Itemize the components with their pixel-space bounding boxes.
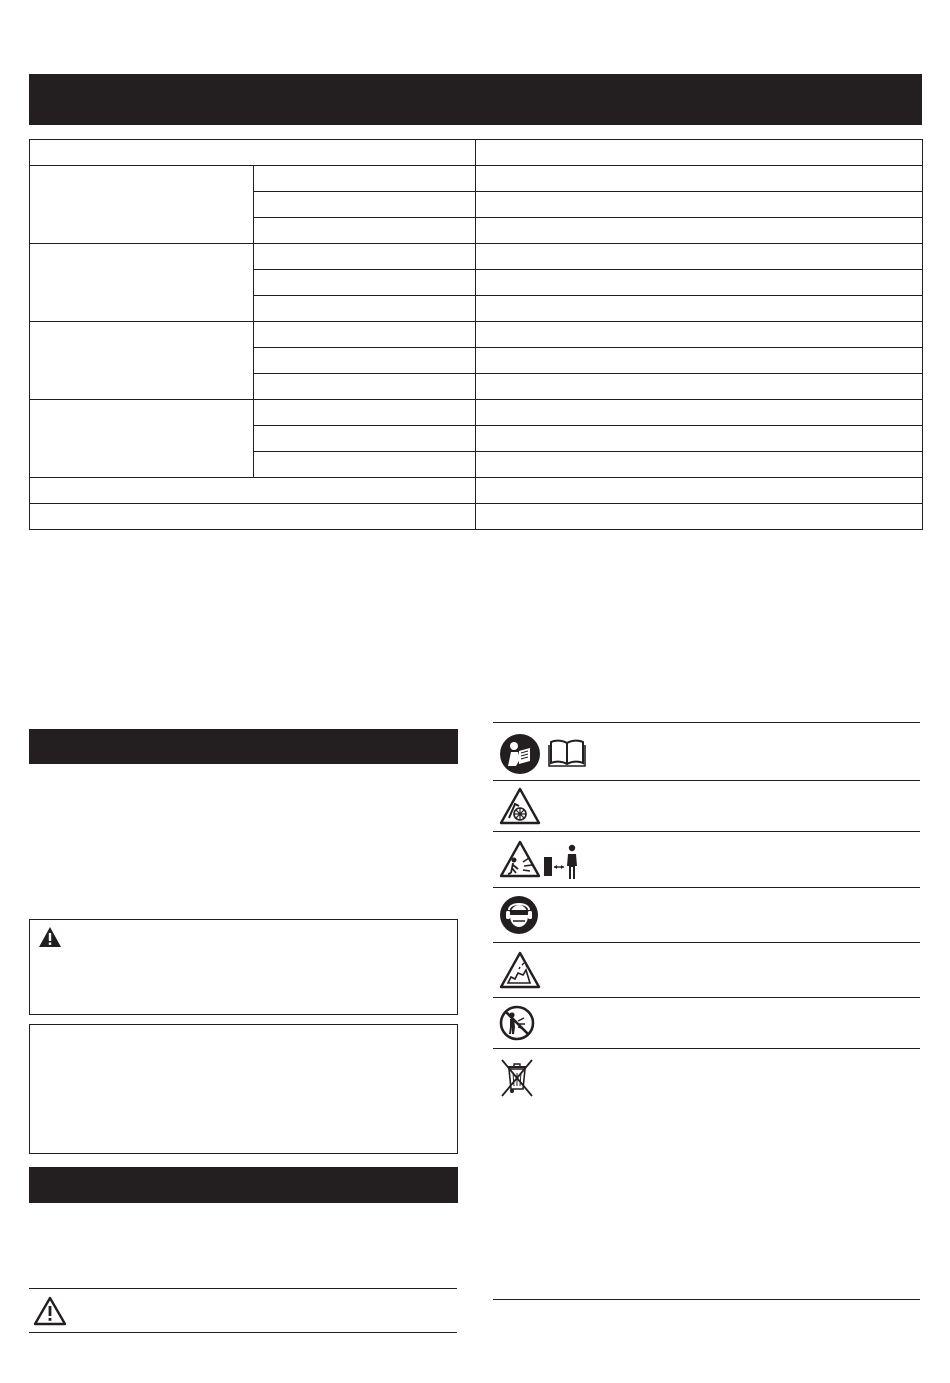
table-row xyxy=(30,140,923,166)
table-cell xyxy=(254,296,476,322)
divider xyxy=(493,942,920,943)
table-row xyxy=(30,504,923,530)
falling-objects-hazard-icon xyxy=(499,951,541,989)
table-cell xyxy=(476,166,923,192)
no-bystanders-icon xyxy=(499,1005,535,1041)
table-cell xyxy=(254,374,476,400)
table-cell xyxy=(30,140,476,166)
table-cell xyxy=(476,192,923,218)
table-cell xyxy=(476,140,923,166)
divider xyxy=(29,1332,457,1333)
table-cell xyxy=(254,166,476,192)
table-cell xyxy=(476,322,923,348)
table-cell xyxy=(30,400,254,478)
table-cell xyxy=(476,218,923,244)
table-cell xyxy=(254,400,476,426)
rotating-blade-hazard-icon xyxy=(499,787,541,825)
table-cell xyxy=(476,244,923,270)
table-cell xyxy=(476,348,923,374)
warning-box xyxy=(29,919,458,1015)
divider xyxy=(493,722,920,723)
section-header-bar xyxy=(29,729,458,764)
divider xyxy=(29,1288,457,1289)
table-cell xyxy=(30,244,254,322)
table-row xyxy=(30,244,923,270)
table-cell xyxy=(254,452,476,478)
crossed-bin-icon xyxy=(500,1058,534,1098)
table-cell xyxy=(254,348,476,374)
divider xyxy=(493,1299,920,1300)
table-row xyxy=(30,166,923,192)
table-cell xyxy=(476,504,923,530)
specifications-table xyxy=(29,139,923,530)
table-cell xyxy=(254,270,476,296)
table-cell xyxy=(476,296,923,322)
divider xyxy=(493,780,920,781)
eye-ear-protection-icon xyxy=(499,895,539,935)
notice-box xyxy=(29,1024,458,1154)
table-cell xyxy=(30,322,254,400)
divider xyxy=(493,997,920,998)
table-cell xyxy=(254,322,476,348)
table-cell xyxy=(254,426,476,452)
table-cell xyxy=(476,400,923,426)
warning-icon xyxy=(38,926,62,948)
table-row xyxy=(30,478,923,504)
table-cell xyxy=(254,244,476,270)
table-cell xyxy=(254,218,476,244)
divider xyxy=(493,831,920,832)
table-cell xyxy=(476,426,923,452)
section-header-bar xyxy=(29,1167,458,1203)
table-cell xyxy=(30,478,476,504)
table-row xyxy=(30,322,923,348)
divider xyxy=(493,1048,920,1049)
read-manual-icon xyxy=(499,733,541,775)
table-cell xyxy=(476,270,923,296)
table-cell xyxy=(476,374,923,400)
divider xyxy=(493,887,920,888)
book-icon xyxy=(548,738,586,768)
table-cell xyxy=(476,452,923,478)
caution-icon xyxy=(33,1296,67,1326)
table-cell xyxy=(476,478,923,504)
thrown-objects-hazard-icon xyxy=(499,840,541,878)
title-bar xyxy=(29,74,922,125)
keep-distance-icon xyxy=(542,843,584,881)
table-cell xyxy=(254,192,476,218)
table-cell xyxy=(30,166,254,244)
table-row xyxy=(30,400,923,426)
table-cell xyxy=(30,504,476,530)
